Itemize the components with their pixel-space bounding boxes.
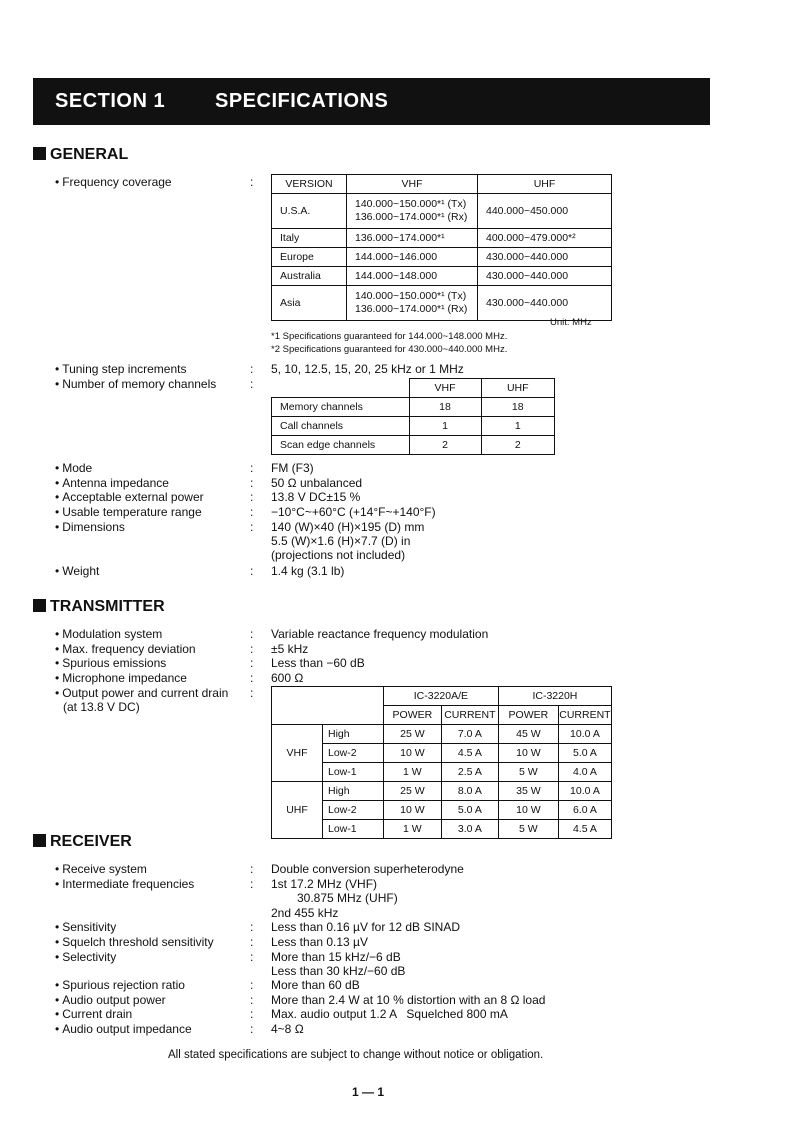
modulation-label: • Modulation system	[55, 627, 162, 641]
band-label: UHF	[272, 782, 323, 839]
receive-system-value: Double conversion superheterodyne	[271, 862, 464, 876]
output-power-table	[271, 686, 612, 839]
footnote-1: *1 Specifications guaranteed for 144.000~148.000 MHz.	[271, 331, 508, 342]
spurious-rejection-value: More than 60 dB	[271, 978, 360, 992]
audio-power-label: • Audio output power	[55, 993, 166, 1007]
selectivity-value-1: More than 15 kHz/−6 dB	[271, 950, 401, 964]
selectivity-label: • Selectivity	[55, 950, 116, 964]
bullet-square-icon	[33, 834, 46, 847]
table-row: Low-1 1 W 3.0 A 5 W 4.5 A	[272, 820, 612, 839]
table-header: POWER	[383, 706, 441, 725]
antenna-label: • Antenna impedance	[55, 476, 169, 490]
table-row: Memory channels 18 18	[272, 398, 555, 417]
current-drain-label: • Current drain	[55, 1007, 132, 1021]
model-header: IC-3220H	[498, 687, 611, 706]
mode-value: FM (F3)	[271, 461, 314, 475]
table-header: UHF	[478, 175, 612, 194]
table-row: Scan edge channels 2 2	[272, 436, 555, 455]
table-header: VERSION	[272, 175, 347, 194]
sensitivity-label: • Sensitivity	[55, 920, 116, 934]
model-header: IC-3220A/E	[383, 687, 498, 706]
receiver-heading: RECEIVER	[33, 833, 132, 851]
dimensions-value-mm: 140 (W)×40 (H)×195 (D) mm	[271, 520, 425, 534]
table-row: Australia 144.000~148.000 430.000~440.000	[272, 267, 612, 286]
table-header: VHF	[409, 379, 481, 398]
table-row: Low-2 10 W 4.5 A 10 W 5.0 A	[272, 744, 612, 763]
table-row: Low-2 10 W 5.0 A 10 W 6.0 A	[272, 801, 612, 820]
frequency-coverage-label: • Frequency coverage	[55, 175, 172, 189]
power-label: • Acceptable external power	[55, 490, 204, 504]
selectivity-value-2: Less than 30 kHz/−60 dB	[271, 964, 406, 978]
receive-system-label: • Receive system	[55, 862, 147, 876]
disclaimer: All stated specifications are subject to change without notice or obligation.	[168, 1049, 544, 1061]
tuning-step-label: • Tuning step increments	[55, 362, 187, 376]
table-row: Low-1 1 W 2.5 A 5 W 4.0 A	[272, 763, 612, 782]
band-label: VHF	[272, 725, 323, 782]
table-row: Asia 140.000~150.000*¹ (Tx) 136.000~174.000*¹ (Rx) 430.000~440.000	[272, 286, 612, 321]
mic-impedance-value: 600 Ω	[271, 671, 304, 685]
audio-impedance-label: • Audio output impedance	[55, 1022, 192, 1036]
bullet-square-icon	[33, 147, 46, 160]
output-power-sublabel: (at 13.8 V DC)	[63, 700, 140, 714]
output-power-label: • Output power and current drain	[55, 686, 228, 700]
page-number: 1 — 1	[352, 1085, 385, 1099]
weight-label: • Weight	[55, 564, 99, 578]
dimensions-note: (projections not included)	[271, 548, 406, 562]
section-title: SPECIFICATIONS	[215, 90, 389, 112]
if-second: 2nd 455 kHz	[271, 906, 339, 920]
table-header: POWER	[498, 706, 558, 725]
table-row: VHF High 25 W 7.0 A 45 W 10.0 A	[272, 725, 612, 744]
table-row: Call channels 1 1	[272, 417, 555, 436]
sensitivity-value: Less than 0.16 µV for 12 dB SINAD	[271, 920, 461, 934]
table-row: Italy 136.000~174.000*¹ 400.000~479.000*²	[272, 229, 612, 248]
footnote-2: *2 Specifications guaranteed for 430.000~440.000 MHz.	[271, 344, 508, 355]
dimensions-label: • Dimensions	[55, 520, 125, 534]
spurious-emissions-value: Less than −60 dB	[271, 656, 365, 670]
spurious-rejection-label: • Spurious rejection ratio	[55, 978, 185, 992]
squelch-label: • Squelch threshold sensitivity	[55, 935, 214, 949]
table-row: UHF High 25 W 8.0 A 35 W 10.0 A	[272, 782, 612, 801]
general-heading: GENERAL	[33, 146, 128, 164]
audio-power-value: More than 2.4 W at 10 % distortion with an 8 Ω load	[271, 993, 546, 1007]
memory-channels-table	[271, 378, 555, 455]
modulation-value: Variable reactance frequency modulation	[271, 627, 489, 641]
tuning-step-value: 5, 10, 12.5, 15, 20, 25 kHz or 1 MHz	[271, 362, 464, 376]
mic-impedance-label: • Microphone impedance	[55, 671, 187, 685]
if-first-vhf: 1st 17.2 MHz (VHF)	[271, 877, 378, 891]
transmitter-heading: TRANSMITTER	[33, 598, 165, 616]
audio-impedance-value: 4~8 Ω	[271, 1022, 304, 1036]
section-number: SECTION 1	[55, 90, 166, 112]
if-label: • Intermediate frequencies	[55, 877, 194, 891]
weight-value: 1.4 kg (3.1 lb)	[271, 564, 345, 578]
if-first-uhf: 30.875 MHz (UHF)	[297, 891, 398, 905]
temperature-label: • Usable temperature range	[55, 505, 202, 519]
table-header: CURRENT	[558, 706, 611, 725]
spurious-emissions-label: • Spurious emissions	[55, 656, 166, 670]
table-header: UHF	[481, 379, 555, 398]
dimensions-value-in: 5.5 (W)×1.6 (H)×7.7 (D) in	[271, 534, 411, 548]
power-value: 13.8 V DC±15 %	[271, 490, 361, 504]
frequency-coverage-table	[271, 174, 612, 321]
memory-channels-label: • Number of memory channels	[55, 377, 216, 391]
table-row: Europe 144.000~146.000 430.000~440.000	[272, 248, 612, 267]
mode-label: • Mode	[55, 461, 92, 475]
table-header: CURRENT	[441, 706, 498, 725]
unit-note: Unit: MHz	[550, 317, 592, 328]
squelch-value: Less than 0.13 µV	[271, 935, 368, 949]
table-row: U.S.A. 140.000~150.000*¹ (Tx) 136.000~174.000*¹ (Rx) 440.000~450.000	[272, 194, 612, 229]
temperature-value: −10°C~+60°C (+14°F~+140°F)	[271, 505, 436, 519]
antenna-value: 50 Ω unbalanced	[271, 476, 363, 490]
current-drain-value: Max. audio output 1.2 A Squelched 800 mA	[271, 1007, 508, 1021]
table-header: VHF	[347, 175, 478, 194]
bullet-square-icon	[33, 599, 46, 612]
section-banner	[33, 78, 710, 125]
deviation-label: • Max. frequency deviation	[55, 642, 196, 656]
deviation-value: ±5 kHz	[271, 642, 309, 656]
colon: :	[250, 175, 254, 189]
